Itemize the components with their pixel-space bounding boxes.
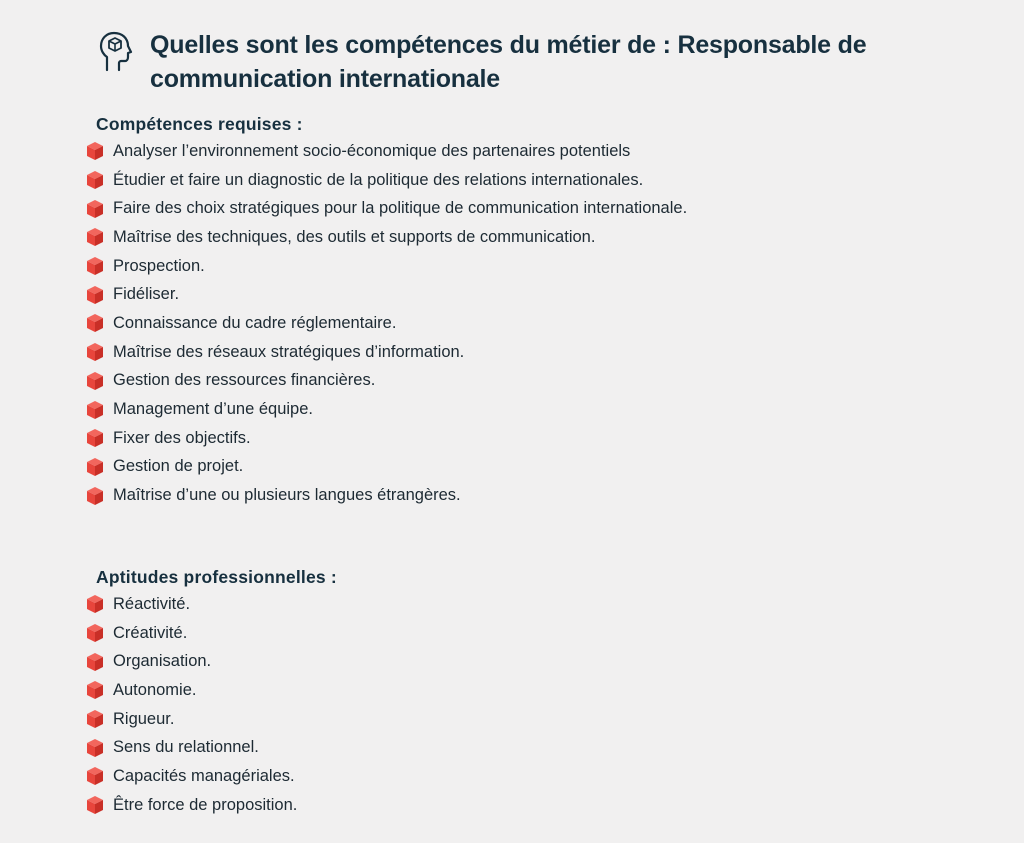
aptitude-item-label: Autonomie. — [113, 680, 197, 699]
cube-bullet-icon — [86, 680, 104, 700]
aptitude-item — [86, 762, 337, 791]
aptitude-item-label: Réactivité. — [113, 594, 191, 613]
required-skill-item-label: Management d’une équipe. — [113, 400, 313, 419]
cube-bullet-icon — [86, 141, 104, 161]
cube-bullet-icon — [86, 170, 104, 190]
required-skill-item-label: Faire des choix stratégiques pour la politique de communication internationale. — [113, 199, 688, 218]
cube-bullet-icon — [86, 652, 104, 672]
required-skill-item — [86, 424, 687, 453]
cube-bullet-icon — [86, 738, 104, 758]
required-skill-item — [86, 367, 687, 396]
required-skill-item-label: Gestion de projet. — [113, 457, 244, 476]
professional-aptitudes-heading: Aptitudes professionnelles : — [96, 567, 337, 587]
required-skill-item — [86, 252, 687, 281]
required-skill-item-label: Connaissance du cadre réglementaire. — [113, 313, 397, 332]
cube-bullet-icon — [86, 342, 104, 362]
required-skill-item — [86, 166, 687, 195]
required-skill-item — [86, 137, 687, 166]
cube-bullet-icon — [86, 457, 104, 477]
cube-bullet-icon — [86, 795, 104, 815]
cube-bullet-icon — [86, 400, 104, 420]
cube-bullet-icon — [86, 313, 104, 333]
aptitude-item — [86, 676, 337, 705]
head-cube-icon — [98, 30, 138, 72]
cube-bullet-icon — [86, 285, 104, 305]
aptitude-item — [86, 647, 337, 676]
aptitude-item-label: Créativité. — [113, 623, 188, 642]
required-skill-item — [86, 280, 687, 309]
required-skill-item — [86, 338, 687, 367]
cube-bullet-icon — [86, 428, 104, 448]
aptitude-item — [86, 733, 337, 762]
page-title: Quelles sont les compétences du métier de : Responsable de communication internationale — [150, 31, 867, 93]
required-skill-item-label: Analyser l’environnement socio-économique des partenaires potentiels — [113, 141, 631, 160]
required-skill-item — [86, 481, 687, 510]
aptitude-item — [86, 791, 337, 820]
cube-bullet-icon — [86, 256, 104, 276]
required-skill-item-label: Étudier et faire un diagnostic de la politique des relations internationales. — [113, 170, 644, 189]
aptitude-item-label: Rigueur. — [113, 709, 175, 728]
professional-aptitudes-section — [86, 567, 337, 820]
required-skill-item-label: Fidéliser. — [113, 285, 180, 304]
cube-bullet-icon — [86, 486, 104, 506]
aptitude-item-label: Capacités managériales. — [113, 766, 295, 785]
aptitude-item-label: Sens du relationnel. — [113, 738, 259, 757]
cube-bullet-icon — [86, 623, 104, 643]
required-skills-list — [86, 137, 687, 510]
required-skill-item-label: Maîtrise d’une ou plusieurs langues étrangères. — [113, 486, 461, 505]
required-skill-item — [86, 194, 687, 223]
cube-bullet-icon — [86, 371, 104, 391]
aptitude-item-label: Être force de proposition. — [113, 795, 298, 814]
cube-bullet-icon — [86, 594, 104, 614]
required-skill-item — [86, 309, 687, 338]
cube-bullet-icon — [86, 227, 104, 247]
aptitude-item — [86, 619, 337, 648]
cube-bullet-icon — [86, 766, 104, 786]
required-skill-item — [86, 223, 687, 252]
required-skill-item-label: Gestion des ressources financières. — [113, 371, 376, 390]
required-skill-item-label: Maîtrise des réseaux stratégiques d’information. — [113, 342, 465, 361]
required-skills-heading: Compétences requises : — [96, 114, 303, 134]
required-skill-item-label: Maîtrise des techniques, des outils et supports de communication. — [113, 227, 596, 246]
cube-bullet-icon — [86, 199, 104, 219]
cube-bullet-icon — [86, 709, 104, 729]
required-skill-item — [86, 453, 687, 482]
required-skill-item — [86, 395, 687, 424]
page-header — [98, 28, 930, 96]
aptitude-item — [86, 590, 337, 619]
required-skills-section — [86, 114, 687, 510]
required-skill-item-label: Prospection. — [113, 256, 205, 275]
aptitude-item-label: Organisation. — [113, 652, 212, 671]
aptitude-item — [86, 705, 337, 734]
required-skill-item-label: Fixer des objectifs. — [113, 428, 251, 447]
professional-aptitudes-list — [86, 590, 337, 820]
